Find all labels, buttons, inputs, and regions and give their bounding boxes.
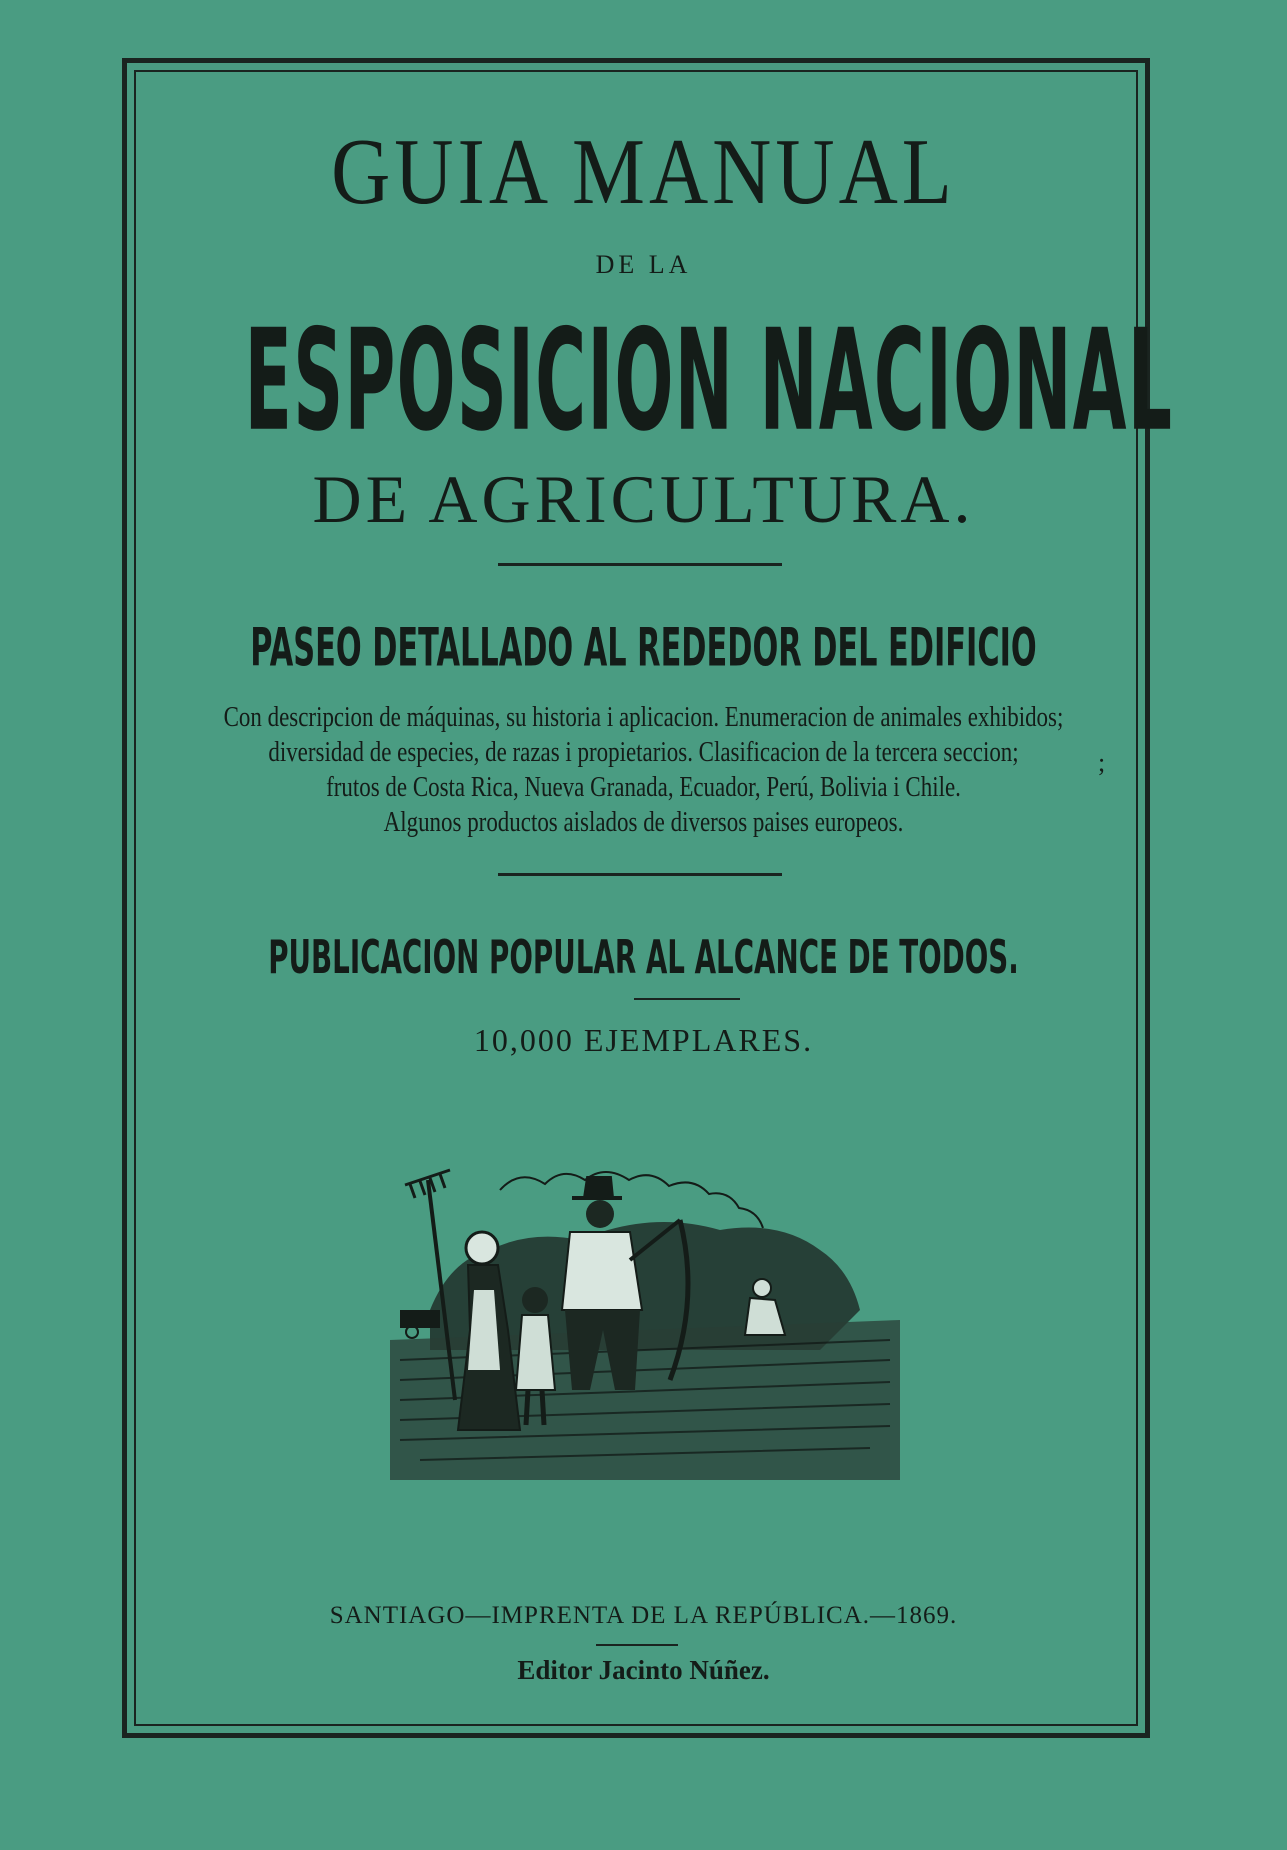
- description-line: Con descripcion de máquinas, su historia i aplicacion. Enumeracion de animales exhibidos;: [223, 702, 1064, 733]
- man-hat: [572, 1178, 622, 1198]
- child-body: [516, 1315, 555, 1390]
- description-line: frutos de Costa Rica, Nueva Granada, Ecuador, Perú, Bolivia i Chile.: [326, 772, 961, 803]
- worker-head: [753, 1279, 771, 1297]
- man-shirt: [562, 1232, 642, 1310]
- child-head: [522, 1287, 548, 1313]
- subtitle: PASEO DETALLADO AL REDEDOR DEL EDIFICIO: [250, 616, 1037, 679]
- farm-scene-engraving: [390, 1160, 900, 1480]
- cart: [400, 1310, 440, 1328]
- woman-head: [466, 1232, 498, 1264]
- editor-credit: Editor Jacinto Núñez.: [517, 1655, 770, 1685]
- rule-divider-2: [498, 873, 782, 876]
- stray-mark: ;: [1098, 748, 1106, 777]
- rule-divider-3: [634, 998, 740, 1000]
- imprint: SANTIAGO—IMPRENTA DE LA REPÚBLICA.—1869.: [329, 1602, 958, 1629]
- description-block: [116, 700, 1171, 840]
- title-line-4: DE AGRICULTURA.: [312, 461, 975, 537]
- cloud-outline: [500, 1172, 763, 1228]
- copies-count: 10,000 EJEMPLARES.: [473, 1022, 814, 1058]
- man-head: [586, 1200, 614, 1228]
- title-line-1: GUIA MANUAL: [331, 119, 956, 224]
- title-line-3: ESPOSICION NACIONAL: [244, 300, 1174, 463]
- rule-divider-1: [498, 563, 782, 566]
- description-line: Algunos productos aislados de diversos paises europeos.: [383, 807, 904, 838]
- title-line-2: DE LA: [595, 250, 692, 279]
- publication-note: PUBLICACION POPULAR AL ALCANCE DE TODOS.: [268, 930, 1019, 984]
- description-line: diversidad de especies, de razas i propietarios. Clasificacion de la tercera seccion;: [268, 737, 1019, 768]
- child-leg: [526, 1390, 528, 1425]
- rule-divider-4: [596, 1644, 678, 1646]
- child-leg: [542, 1390, 544, 1425]
